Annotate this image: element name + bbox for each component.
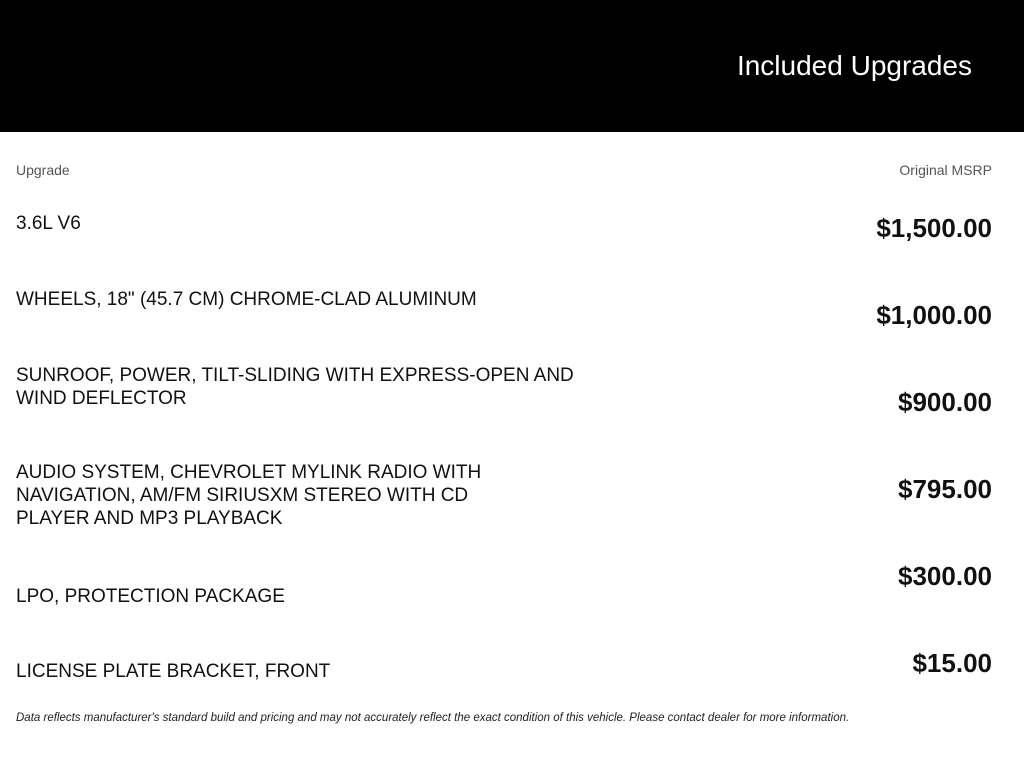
upgrade-name: AUDIO SYSTEM, CHEVROLET MYLINK RADIO WITH NAVIGATION, AM/FM SIRIUSXM STEREO WITH CD PLAYER AND MP3 PLAYBACK [16,462,482,529]
column-header-msrp: Original MSRP [899,162,992,178]
upgrade-price: $15.00 [912,648,992,678]
upgrade-name: 3.6L V6 [16,213,81,234]
header-bar [0,0,1024,132]
upgrade-name: WHEELS, 18" (45.7 CM) CHROME-CLAD ALUMINUM [16,289,477,310]
upgrade-price: $795.00 [898,474,992,504]
column-header-upgrade: Upgrade [16,162,70,178]
upgrade-price: $900.00 [898,387,992,417]
upgrade-price: $300.00 [898,561,992,591]
upgrade-name: LICENSE PLATE BRACKET, FRONT [16,661,331,682]
upgrade-price: $1,000.00 [876,300,992,330]
disclaimer-text: Data reflects manufacturer's standard build and pricing and may not accurately reflect the exact condition of this vehicle. Please contact dealer for more information. [16,712,850,724]
upgrade-name: SUNROOF, POWER, TILT-SLIDING WITH EXPRESS-OPEN AND WIND DEFLECTOR [16,365,574,409]
upgrade-name: LPO, PROTECTION PACKAGE [16,586,285,607]
page-title: Included Upgrades [736,50,972,81]
upgrade-price: $1,500.00 [876,213,992,243]
